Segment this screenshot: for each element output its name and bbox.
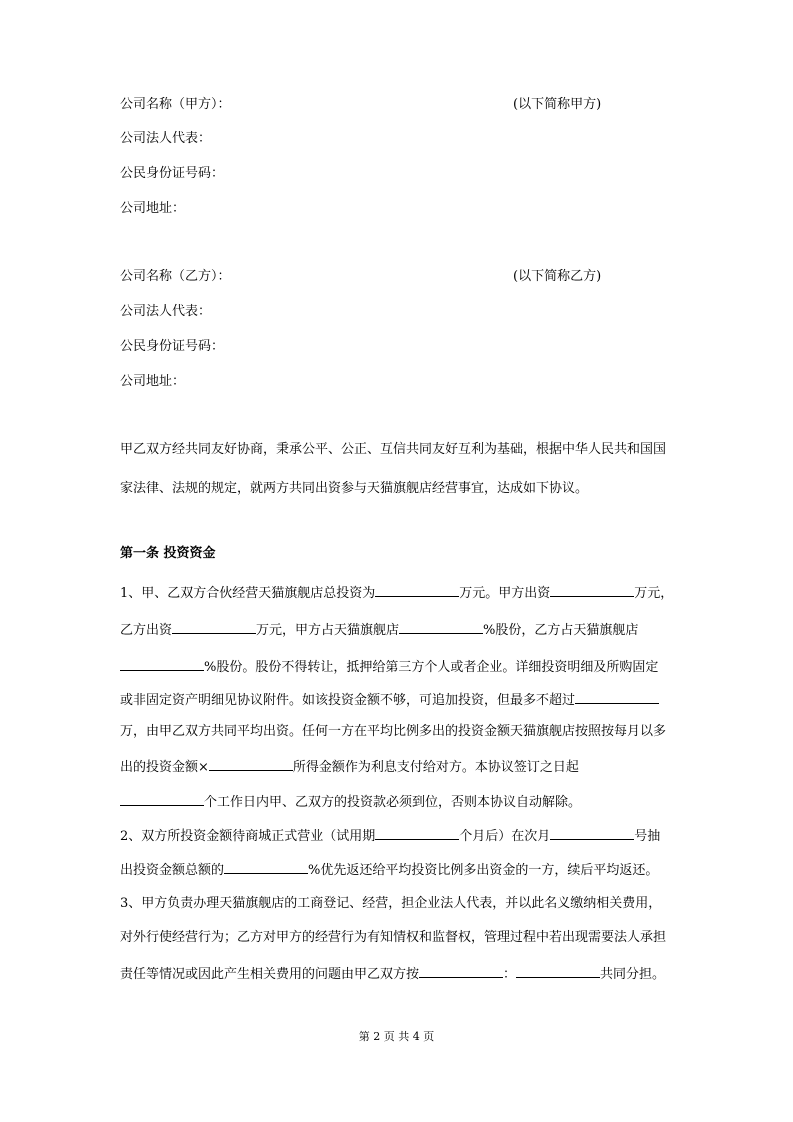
article-1-p1-line-7 <box>120 792 581 808</box>
party-a-id-label: 公民身份证号码： <box>120 166 225 181</box>
party-a-rep-label: 公司法人代表： <box>120 131 212 146</box>
fill-blank-party-a-ratio[interactable] <box>419 964 503 978</box>
party-b-rep-label: 公司法人代表： <box>120 304 212 319</box>
text-segment: %股份，乙方占天猫旗舰店 <box>483 623 639 638</box>
fill-blank-party-b-share[interactable] <box>120 657 204 671</box>
fill-blank-party-b-investment[interactable] <box>172 620 256 634</box>
fill-blank-total-investment[interactable] <box>375 583 459 597</box>
party-a-name-note: (以下简称甲方) <box>513 97 602 112</box>
article-1-p2-line-1 <box>120 826 660 842</box>
text-segment: 万元，甲方占天猫旗舰店 <box>256 623 400 638</box>
text-segment: 乙方出资 <box>120 623 173 638</box>
text-segment: 个工作日内甲、乙双方的投资款必须到位，否则本协议自动解除。 <box>204 795 582 810</box>
text-segment: 2、双方所投资金额待商城正式营业（试用期 <box>120 829 376 844</box>
article-1-p1-line-6 <box>120 757 579 773</box>
text-segment: 共同分担。 <box>600 967 666 982</box>
text-segment: %优先返还给平均投资比例多出资金的一方，续后平均返还。 <box>308 863 659 878</box>
text-segment: 出的投资金额× <box>120 760 209 775</box>
article-1-p2-line-2 <box>120 860 658 876</box>
fill-blank-party-a-share[interactable] <box>399 620 483 634</box>
text-segment: 万元， <box>634 586 674 601</box>
page-number-footer: 第 2 页 共 4 页 <box>358 1030 435 1043</box>
fill-blank-day-of-month[interactable] <box>550 826 634 840</box>
article-1-title: 第一条 投资资金 <box>120 546 216 561</box>
article-1-p3-line-1: 3、甲方负责办理天猫旗舰店的工商登记、经营，担企业法人代表，并以此名义缴纳相关费用， <box>120 896 662 911</box>
party-b-id-label: 公民身份证号码： <box>120 339 225 354</box>
article-1-p1-line-3 <box>120 657 658 673</box>
text-segment: %股份。股份不得转让，抵押给第三方个人或者企业。详细投资明细及所购固定 <box>204 660 659 675</box>
text-segment: 出投资金额总额的 <box>120 863 225 878</box>
text-segment: 或非固定资产明细见协议附件。如该投资金额不够，可追加投资，但最多不超过 <box>120 693 576 708</box>
fill-blank-return-percent[interactable] <box>224 860 308 874</box>
party-b-name-label: 公司名称（乙方）： <box>120 269 231 284</box>
article-1-p1-line-2 <box>120 620 638 636</box>
article-1-p3-line-2: 对外行使经营行为；乙方对甲方的经营行为有知情权和监督权，管理过程中若出现需要法人承担 <box>120 930 667 945</box>
fill-blank-working-days[interactable] <box>120 792 204 806</box>
fill-blank-party-b-ratio[interactable] <box>516 964 600 978</box>
fill-blank-interest-rate[interactable] <box>209 757 293 771</box>
article-1-p3-line-3 <box>120 964 665 980</box>
text-segment: ： <box>503 967 517 982</box>
fill-blank-party-a-investment[interactable] <box>550 583 634 597</box>
article-1-p1-line-1 <box>120 583 673 599</box>
article-1-p1-line-4 <box>120 690 659 706</box>
party-b-name-note: (以下简称乙方) <box>513 269 602 284</box>
fill-blank-trial-months[interactable] <box>375 826 459 840</box>
preamble-line-1: 甲乙双方经共同友好协商，秉承公平、公正、互信共同友好互利为基础，根据中华人民共和国国 <box>120 442 667 457</box>
text-segment: 所得金额作为利息支付给对方。本协议签订之日起 <box>292 760 579 775</box>
text-segment: 责任等情况或因此产生相关费用的问题由甲乙双方按 <box>120 967 420 982</box>
text-segment: 1、甲、乙双方合伙经营天猫旗舰店总投资为 <box>120 586 376 601</box>
text-segment: 万元。甲方出资 <box>459 586 551 601</box>
fill-blank-max-investment[interactable] <box>575 690 659 704</box>
text-segment: 号抽 <box>634 829 661 844</box>
preamble-line-2: 家法律、法规的规定，就两方共同出资参与天猫旗舰店经营事宜，达成如下协议。 <box>120 481 589 496</box>
party-a-address-label: 公司地址： <box>120 201 186 216</box>
party-a-name-label: 公司名称（甲方）： <box>120 97 231 112</box>
party-b-address-label: 公司地址： <box>120 374 186 389</box>
text-segment: 个月后）在次月 <box>459 829 551 844</box>
article-1-p1-line-5: 万，由甲乙双方共同平均出资。任何一方在平均比例多出的投资金额天猫旗舰店按照按每月以多 <box>120 724 667 739</box>
